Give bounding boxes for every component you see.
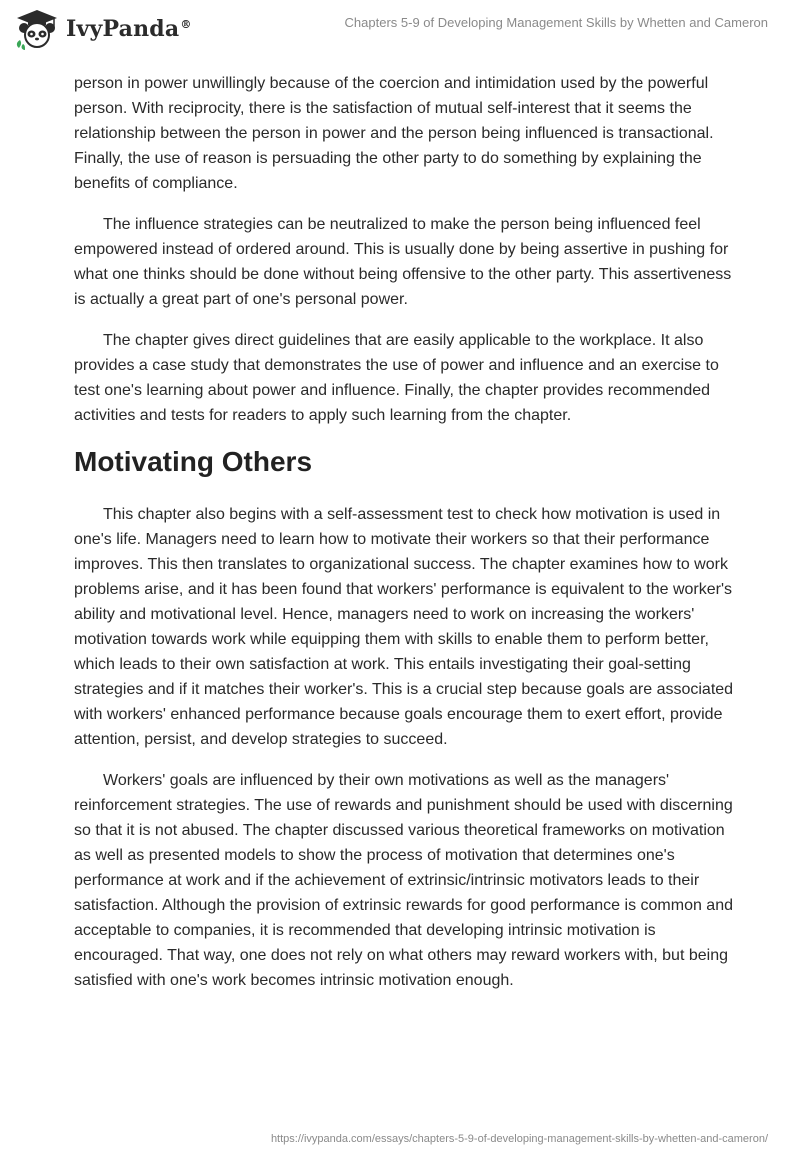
paragraph: This chapter also begins with a self-assessment test to check how motivation is used in one's life. Managers need to learn how to motivate their workers so that their performance improves. This then translates to organizational success. The chapter examines how to work problems arise, and it has been found that workers' performance is equivalent to the worker's ability and motivational level. Hence, managers need to work on increasing the workers' motivation towards work while equipping them with skills to enable them to perform better, which leads to their own satisfaction at work. This entails investigating their goal-setting strategies and if it matches their worker's. This is a crucial step because goals are associated with workers' enhanced performance because goals encourage them to exert effort, provide attention, persist, and develop strategies to succeed. (74, 506, 734, 748)
section-heading: Motivating Others (74, 446, 313, 477)
panda-graduate-icon (14, 8, 60, 50)
paragraph: The chapter gives direct guidelines that are easily applicable to the workplace. It also provides a case study that demonstrates the use of power and influence and an exercise to test one's learning about power and influence. Finally, the chapter provides recommended activities and tests for readers to apply such learning from the chapter. (74, 332, 719, 424)
page-header (0, 0, 800, 60)
document-title: Chapters 5-9 of Developing Management Skills by Whetten and Cameron (344, 15, 768, 30)
ivypanda-logo[interactable] (14, 8, 192, 50)
essay-content (74, 71, 734, 1009)
paragraph: person in power unwillingly because of the coercion and intimidation used by the powerful person. With reciprocity, there is the satisfaction of mutual self-interest that it seems the relationship between the person in power and the person being influenced is transactional. Finally, the use of reason is persuading the other party to do something by explaining the benefits of compliance. (74, 75, 714, 192)
brand-name: IvyPanda® (66, 16, 192, 42)
paragraph: Workers' goals are influenced by their own motivations as well as the managers' reinforcement strategies. The use of rewards and punishment should be used with discerning so that it is not abused. The chapter discussed various theoretical frameworks on motivation as well as presented models to show the process of motivation that determines one's performance at work and if the achievement of extrinsic/intrinsic motivators leads to their satisfaction. Although the provision of extrinsic rewards for good performance is common and acceptable to companies, it is recommended that developing intrinsic motivation is encouraged. That way, one does not rely on what others may reward workers with, but being satisfied with one's work becomes intrinsic motivation enough. (74, 772, 733, 989)
paragraph: The influence strategies can be neutralized to make the person being influenced feel empowered instead of ordered around. This is usually done by being assertive in pushing for what one thinks should be done without being offensive to the other party. This assertiveness is actually a great part of one's personal power. (74, 216, 732, 308)
source-url[interactable]: https://ivypanda.com/essays/chapters-5-9-of-developing-management-skills-by-whetten-and-cameron/ (270, 1133, 768, 1145)
